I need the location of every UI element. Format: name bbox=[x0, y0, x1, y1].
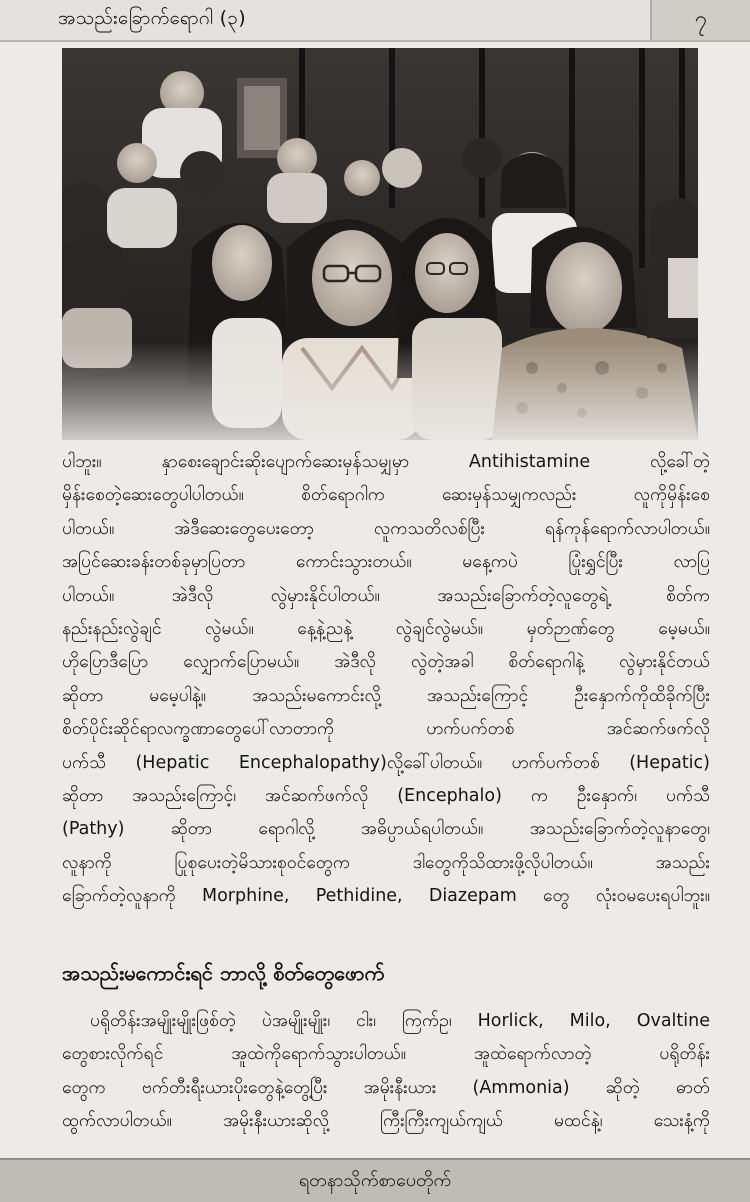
text-line: ပက်သီ (Hepatic Encephalopathy)လို့ခေါ်ပါတယ်။ ဟက်ပက်တစ် (Hepatic) bbox=[62, 752, 710, 773]
section-heading: အသည်းမကောင်းရင် ဘာလို့ စိတ်တွေဖောက် bbox=[62, 961, 385, 985]
body-paragraph bbox=[62, 446, 710, 913]
text-line: အပြင်ဆေးခန်းတစ်ခုမှာပြတာ ကောင်းသွားတယ်။ မနေ့ကပဲ ပြုံးရွှင်ပြီး လာပြ bbox=[62, 552, 710, 573]
text-line: ဟိုပြောဒီပြော လျှောက်ပြောမယ်။ အဲဒီလို လွဲတဲ့အခါ စိတ်ရောဂါနဲ့ လွဲမှားနိုင်တယ် bbox=[62, 652, 710, 673]
text-line: ထွက်လာပါတယ်။ အမိုးနီးယားဆိုလို့ ကြီးကြီးကျယ်ကျယ် မထင်နဲ့၊ သေးနံ့ကို bbox=[62, 1111, 710, 1132]
audience-photo bbox=[62, 48, 698, 440]
text-line: ပါဘူး။ နှာစေးချောင်းဆိုးပျောက်ဆေးမှန်သမျှမှာ Antihistamine လို့ခေါ်တဲ့ bbox=[62, 452, 710, 472]
page-footer bbox=[0, 1158, 750, 1202]
page-header bbox=[0, 0, 750, 42]
text-line: ဆိုတာ အသည်းကြောင့်၊ အင်ဆက်ဖက်လို (Encephalo) က ဦးနှောက်၊ ပက်သီ bbox=[62, 785, 710, 806]
text-line: တွေစားလိုက်ရင် အူထဲကိုရောက်သွားပါတယ်။ အူထဲရောက်လာတဲ့ ပရိုတိန်း bbox=[62, 1044, 710, 1065]
text-line: တွေက ဗက်တီးရီးယားပိုးတွေနဲ့တွေ့ပြီး အမိုးနီးယား (Ammonia) ဆိုတဲ့ ဓာတ် bbox=[62, 1077, 710, 1098]
text-line: စိတ်ပိုင်းဆိုင်ရာလက္ခဏာတွေပေါ်လာတာကို ဟက်ပက်တစ် အင်ဆက်ဖက်လို bbox=[62, 719, 710, 740]
running-title: အသည်းခြောက်ရောဂါ (၃) bbox=[58, 7, 247, 29]
text-line: ပါတယ်။ အဲဒီလို လွဲမှားနိုင်ပါတယ်။ အသည်းခြောက်တဲ့လူတွေရဲ့ စိတ်က bbox=[62, 585, 710, 606]
text-line: (Pathy) ဆိုတာ ရောဂါလို့ အဓိပ္ပာယ်ရပါတယ်။ အသည်းခြောက်တဲ့လူနာတွေ၊ bbox=[62, 819, 710, 840]
text-line: ပါတယ်။ အဲဒီဆေးတွေပေးတော့ လူကသတိလစ်ပြီး ရန်ကုန်ရောက်လာပါတယ်။ bbox=[62, 518, 710, 539]
text-line: နည်းနည်းလွဲချင် လွဲမယ်။ နေ့နဲ့ညနဲ့ လွဲချင်လွဲမယ်။ မှတ်ဉာဏ်တွေ မေ့မယ်။ bbox=[62, 618, 710, 639]
text-line: ခြောက်တဲ့လူနာကို Morphine, Pethidine, Diazepam တွေ လုံးဝမပေးရပါဘူး။ bbox=[62, 886, 710, 907]
text-line: မှိန်းစေတဲ့ဆေးတွေပါပါတယ်။ စိတ်ရောဂါက ဆေးမှန်သမျှကလည်း လူကိုမှိန်းစေ bbox=[62, 485, 710, 506]
text-line: ပရိုတိန်းအမျိုးမျိုးဖြစ်တဲ့ ပဲအမျိုးမျိုး၊ ငါး၊ ကြက်ဥ၊ Horlick, Milo, Ovaltine bbox=[90, 1011, 710, 1031]
text-line: လူနာကို ပြုစုပေးတဲ့မိသားစုဝင်တွေက ဒါတွေကိုသိထားဖို့လိုပါတယ်။ အသည်း bbox=[62, 852, 710, 873]
page-number: ၇ bbox=[650, 0, 750, 40]
text-line: ဆိုတာ မမေ့ပါနဲ့။ အသည်းမကောင်းလို့ အသည်းကြောင့် ဦးနှောက်ကိုထိခိုက်ပြီး bbox=[62, 685, 710, 706]
publisher-name: ရတနာသိုက်စာပေတိုက် bbox=[298, 1169, 452, 1191]
section-paragraph bbox=[62, 1005, 710, 1139]
